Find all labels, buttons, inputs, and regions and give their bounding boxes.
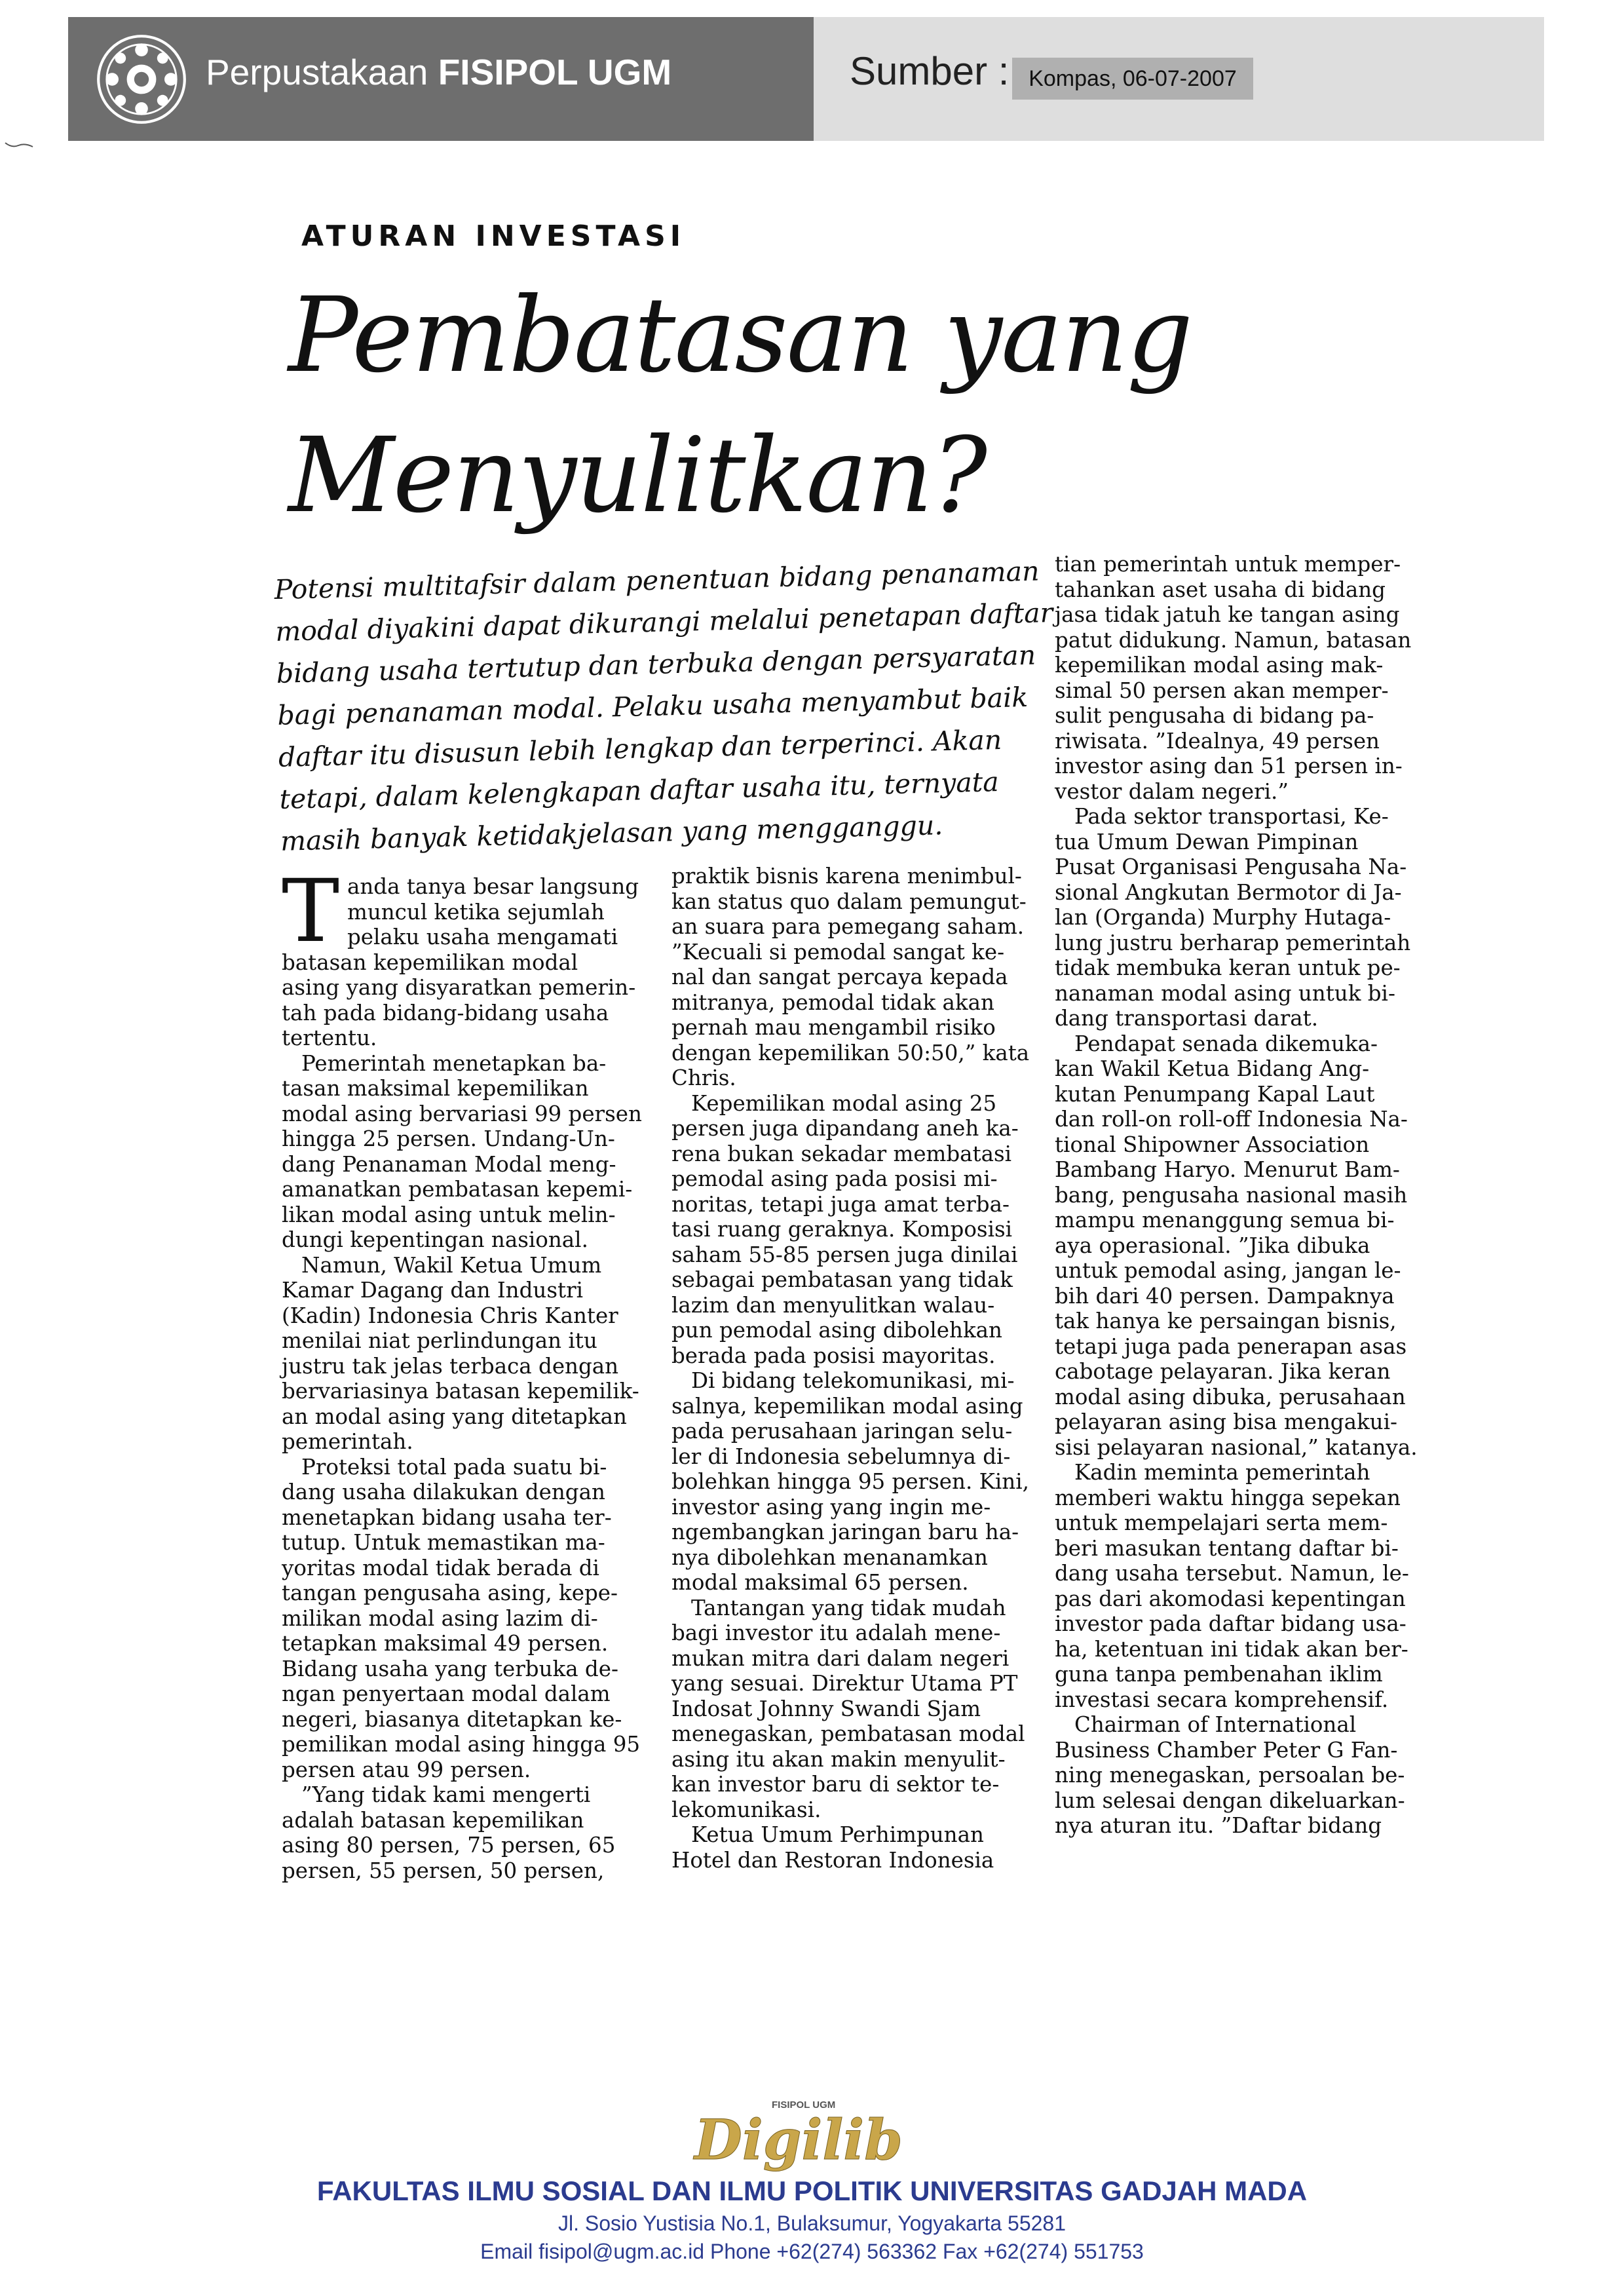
header-library-panel	[68, 17, 814, 141]
column-line: pas dari akomodasi kepentingan	[1055, 1586, 1406, 1611]
column-line: bervariasinya batasan kepemilik-	[282, 1379, 639, 1404]
column-line: an suara para pemegang saham.	[671, 914, 1025, 939]
lead-line: modal diyakini dapat dikurangi melalui penetapan daftar	[274, 596, 1053, 647]
article-column-2	[671, 864, 1045, 1873]
column-line: Pendapat senada dikemuka-	[1074, 1031, 1378, 1056]
column-line: asing itu akan makin menyulit-	[671, 1746, 1006, 1772]
column-line: ngembangkan jaringan baru ha-	[671, 1520, 1019, 1544]
column-line: untuk mempelajari serta mem-	[1055, 1510, 1388, 1535]
column-line: lung justru berharap pemerintah	[1055, 930, 1411, 955]
column-body	[282, 950, 655, 1884]
column-line: investasi secara komprehensif.	[1055, 1687, 1389, 1712]
digilib-logo	[688, 2094, 937, 2172]
column-line: dang usaha tersebut. Namun, le-	[1055, 1561, 1409, 1586]
column-line: dang transportasi darat.	[1055, 1006, 1319, 1031]
column-line: bih dari 40 persen. Dampaknya	[1055, 1283, 1395, 1309]
column-line: Pada sektor transportasi, Ke-	[1074, 804, 1389, 829]
headline-line: Pembatasan yang	[288, 275, 1192, 396]
column-line: Kepemilikan modal asing 25	[691, 1090, 997, 1116]
column-line: negeri, biasanya ditetapkan ke-	[282, 1706, 622, 1732]
column-line: Pemerintah menetapkan ba-	[301, 1050, 607, 1076]
column-line: menegaskan, pembatasan modal	[671, 1721, 1025, 1746]
column-line: an modal asing yang ditetapkan	[282, 1404, 627, 1429]
column-line: tah pada bidang-bidang usaha	[282, 1000, 609, 1025]
column-line: nal dan sangat percaya kepada	[671, 965, 1008, 989]
column-line: bolehkan hingga 95 persen. Kini,	[671, 1469, 1029, 1494]
article-column-3	[1055, 552, 1441, 1839]
column-line: dang Penanaman Modal meng-	[282, 1151, 616, 1177]
column-line: tertentu.	[282, 1025, 377, 1050]
column-line: yang sesuai. Direktur Utama PT	[671, 1671, 1018, 1696]
column-line: anda tanya besar langsung	[347, 874, 639, 899]
column-line: modal maksimal 65 persen.	[671, 1570, 969, 1595]
column-line: menilai niat perlindungan itu	[282, 1328, 597, 1353]
article-lead	[274, 550, 1054, 862]
column-line: kan investor baru di sektor te-	[671, 1772, 1000, 1797]
column-line: kan status quo dalam pemungut-	[671, 889, 1027, 914]
column-line: investor asing yang ingin me-	[671, 1494, 991, 1520]
column-line: asing 80 persen, 75 persen, 65	[282, 1833, 616, 1858]
column-line: saham 55-85 persen juga dinilai	[671, 1242, 1018, 1267]
column-line: nya dibolehkan menanamkan	[671, 1544, 988, 1570]
header-source-panel	[814, 17, 1544, 141]
column-line: Proteksi total pada suatu bi-	[301, 1454, 607, 1480]
column-line: modal asing dibuka, perusahaan	[1055, 1384, 1406, 1409]
column-line: pemerintah.	[282, 1429, 413, 1454]
column-line: guna tanpa pembenahan iklim	[1055, 1662, 1383, 1687]
column-line: berada pada posisi mayoritas.	[671, 1343, 996, 1368]
column-line: batasan kepemilikan modal	[282, 949, 578, 975]
column-line: salnya, kepemilikan modal asing	[671, 1393, 1023, 1419]
column-line: asing yang disyaratkan pemerin-	[282, 975, 636, 1000]
column-line: sisi pelayaran nasional,” katanya.	[1055, 1434, 1418, 1460]
lead-line: daftar itu disusun lebih lengkap dan terperinci. Akan	[278, 723, 1002, 773]
column-line: Ketua Umum Perhimpunan	[691, 1822, 984, 1847]
column-line: persen, 55 persen, 50 persen,	[282, 1858, 605, 1883]
column-line: tian pemerintah untuk memper-	[1055, 552, 1401, 577]
column-line: justru tak jelas terbaca dengan	[282, 1353, 619, 1379]
column-line: mampu menanggung semua bi-	[1055, 1208, 1395, 1233]
column-line: ”Yang tidak kami mengerti	[301, 1782, 591, 1807]
column-line: Pusat Organisasi Pengusaha Na-	[1055, 854, 1407, 879]
column-line: ler di Indonesia sebelumnya di-	[671, 1444, 1011, 1469]
column-line: ”Kecuali si pemodal sangat ke-	[671, 939, 1005, 965]
column-line: bagi investor itu adalah mene-	[671, 1620, 1001, 1645]
column-line: kan Wakil Ketua Bidang Ang-	[1055, 1056, 1370, 1081]
column-line: nya aturan itu. ”Daftar bidang	[1055, 1813, 1382, 1838]
column-line: persen atau 99 persen.	[282, 1757, 531, 1782]
column-line: vestor dalam negeri.”	[1055, 778, 1289, 804]
column-line: muncul ketika sejumlah	[347, 899, 605, 925]
column-line: lum selesai dengan dikeluarkan-	[1055, 1788, 1405, 1813]
column-body	[1055, 552, 1441, 1839]
column-line: dang usaha dilakukan dengan	[282, 1480, 605, 1504]
column-line: amanatkan pembatasan kepemi-	[282, 1177, 633, 1202]
column-line: mukan mitra dari dalam negeri	[671, 1645, 1010, 1671]
article-column-1	[282, 861, 655, 1883]
column-line: tahankan aset usaha di bidang	[1055, 577, 1386, 602]
column-line: lan (Organda) Murphy Hutaga-	[1055, 905, 1391, 930]
column-line: Namun, Wakil Ketua Umum	[301, 1252, 602, 1278]
column-line: patut didukung. Namun, batasan	[1055, 627, 1412, 653]
column-line: Bidang usaha yang terbuka de-	[282, 1656, 618, 1681]
column-line: persen juga dipandang aneh ka-	[671, 1116, 1019, 1141]
article-kicker: ATURAN INVESTASI	[301, 220, 686, 253]
column-line: bang, pengusaha nasional masih	[1055, 1182, 1408, 1208]
lead-line: Potensi multitafsir dalam penentuan bidang penanaman	[274, 555, 1040, 605]
source-value: Kompas, 06-07-2007	[1012, 58, 1253, 100]
column-line: nanaman modal asing untuk bi-	[1055, 980, 1395, 1006]
column-body	[671, 864, 1045, 1873]
column-line: adalah batasan kepemilikan	[282, 1807, 584, 1833]
column-line: simal 50 persen akan memper-	[1055, 678, 1389, 703]
column-line: pemodal asing pada posisi mi-	[671, 1166, 998, 1191]
column-line: dengan kepemilikan 50:50,” kata	[671, 1040, 1030, 1065]
column-line: Kamar Dagang dan Industri	[282, 1278, 584, 1303]
column-line: lazim dan menyulitkan walau-	[671, 1292, 995, 1318]
column-line: riwisata. ”Idealnya, 49 persen	[1055, 728, 1380, 754]
column-line: Business Chamber Peter G Fan-	[1055, 1737, 1398, 1763]
column-line: (Kadin) Indonesia Chris Kanter	[282, 1303, 618, 1328]
column-line: rena bukan sekadar membatasi	[671, 1141, 1012, 1166]
column-line: pernah mau mengambil risiko	[671, 1015, 996, 1040]
scan-artifact	[4, 140, 37, 151]
footer-faculty: FAKULTAS ILMU SOSIAL DAN ILMU POLITIK UNIVERSITAS GADJAH MADA	[316, 2175, 1308, 2206]
column-line: ning menegaskan, persoalan be-	[1055, 1763, 1405, 1788]
column-line: dungi kepentingan nasional.	[282, 1227, 588, 1252]
article-headline	[288, 265, 1336, 546]
lead-line: tetapi, dalam kelengkapan daftar usaha itu, ternyata	[279, 766, 1000, 815]
column-line: investor pada daftar bidang usa-	[1055, 1611, 1407, 1636]
column-line: cabotage pelayaran. Jika keran	[1055, 1359, 1391, 1384]
column-line: beri masukan tentang daftar bi-	[1055, 1535, 1399, 1561]
column-line: Chairman of International	[1074, 1712, 1357, 1737]
column-line: noritas, tetapi juga amat terba-	[671, 1191, 1010, 1217]
digilib-small-label: FISIPOL UGM	[772, 2099, 836, 2111]
column-line: modal asing bervariasi 99 persen	[282, 1101, 642, 1126]
column-line: Kadin meminta pemerintah	[1074, 1460, 1370, 1485]
column-line: yoritas modal tidak berada di	[282, 1555, 599, 1580]
source-label: Sumber :	[850, 49, 1010, 93]
column-line: pelaku usaha mengamati	[347, 925, 618, 949]
column-line: jasa tidak jatuh ke tangan asing	[1055, 602, 1400, 627]
column-line: investor asing dan 51 persen in-	[1055, 754, 1403, 778]
column-line: tangan pengusaha asing, kepe-	[282, 1580, 618, 1605]
column-line: untuk pemodal asing, jangan le-	[1055, 1258, 1401, 1283]
footer-address: Jl. Sosio Yustisia No.1, Bulaksumur, Yogyakarta 55281	[558, 2211, 1066, 2235]
column-line: tutup. Untuk memastikan ma-	[282, 1530, 605, 1555]
column-line: pelayaran asing bisa mengakui-	[1055, 1409, 1397, 1434]
column-line: Indosat Johnny Swandi Sjam	[671, 1696, 981, 1721]
column-line: likan modal asing untuk melin-	[282, 1202, 616, 1227]
lead-line: masih banyak ketidakjelasan yang mengganggu.	[280, 809, 943, 857]
column-line: mitranya, pemodal tidak akan	[671, 989, 994, 1015]
lead-line: bagi penanaman modal. Pelaku usaha menyambut baik	[276, 681, 1029, 731]
column-line: praktik bisnis karena menimbul-	[671, 864, 1022, 889]
ugm-seal-icon	[96, 33, 187, 125]
column-line: tasan maksimal kepemilikan	[282, 1076, 589, 1101]
column-line: ngan penyertaan modal dalam	[282, 1681, 611, 1706]
column-line: tetapkan maksimal 49 persen.	[282, 1631, 609, 1656]
archive-header	[68, 17, 1544, 141]
lead-line: bidang usaha tertutup dan terbuka dengan persyaratan	[276, 639, 1036, 689]
column-line: tional Shipowner Association	[1055, 1132, 1370, 1157]
dropcap-letter: T	[282, 861, 340, 962]
column-line: tetapi juga pada penerapan asas	[1055, 1333, 1407, 1359]
column-line: sional Angkutan Bermotor di Ja-	[1055, 879, 1402, 905]
digilib-wordmark: Digilib	[694, 2107, 903, 2172]
column-line: hingga 25 persen. Undang-Un-	[282, 1126, 615, 1151]
column-line: pada perusahaan jaringan selu-	[671, 1419, 1013, 1444]
headline-line: Menyulitkan?	[288, 415, 987, 536]
column-line: sulit pengusaha di bidang pa-	[1055, 703, 1374, 728]
footer-contact: Email fisipol@ugm.ac.id Phone +62(274) 563362 Fax +62(274) 551753	[480, 2240, 1144, 2263]
column-line: pemilikan modal asing hingga 95	[282, 1732, 641, 1757]
column-line: Tantangan yang tidak mudah	[691, 1595, 1006, 1620]
column-line: lekomunikasi.	[671, 1797, 821, 1822]
column-line: sebagai pembatasan yang tidak	[671, 1267, 1013, 1292]
column-line: ha, ketentuan ini tidak akan ber-	[1055, 1636, 1408, 1662]
column-line: dan roll-on roll-off Indonesia Na-	[1055, 1107, 1408, 1132]
column-line: tua Umum Dewan Pimpinan	[1055, 829, 1359, 854]
column-line: Di bidang telekomunikasi, mi-	[691, 1368, 1015, 1393]
column-line: kutan Penumpang Kapal Laut	[1055, 1081, 1375, 1107]
column-line: Bambang Haryo. Menurut Bam-	[1055, 1157, 1400, 1182]
library-name: Perpustakaan FISIPOL UGM	[206, 52, 672, 92]
column-line: memberi waktu hingga sepekan	[1055, 1485, 1401, 1510]
column-line: Chris.	[671, 1065, 736, 1090]
column-line: aya operasional. ”Jika dibuka	[1055, 1233, 1370, 1258]
column-line: pun pemodal asing dibolehkan	[671, 1318, 1002, 1343]
column-line: menetapkan bidang usaha ter-	[282, 1504, 612, 1530]
column-line: kepemilikan modal asing mak-	[1055, 653, 1384, 678]
column-line: tak hanya ke persaingan bisnis,	[1055, 1309, 1397, 1333]
column-line: tidak membuka keran untuk pe-	[1055, 955, 1401, 980]
column-line: milikan modal asing lazim di-	[282, 1605, 598, 1631]
column-line: tasi ruang geraknya. Komposisi	[671, 1217, 1013, 1242]
column-line: Hotel dan Restoran Indonesia	[671, 1847, 994, 1873]
